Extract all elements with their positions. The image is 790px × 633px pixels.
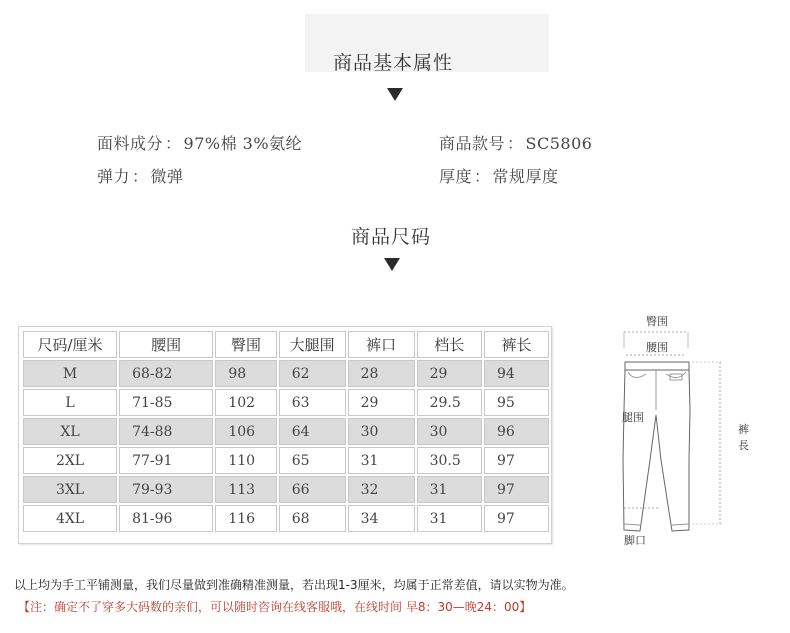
hip-label: 臀围 — [646, 315, 668, 328]
attribute-value: SC5806 — [525, 134, 593, 153]
header-size: 尺码/厘米 — [23, 331, 117, 358]
colon: ： — [165, 134, 182, 153]
table-cell: 81-96 — [119, 505, 213, 532]
pants-measurement-diagram — [610, 310, 770, 555]
header-length: 裤长 — [484, 331, 549, 358]
table-cell: 116 — [215, 505, 276, 532]
attribute-label: 面料成分 — [97, 134, 164, 153]
header-hem: 裤口 — [348, 331, 415, 358]
attribute-label: 厚度 — [439, 167, 473, 186]
table-cell: 32 — [348, 476, 415, 503]
table-row — [23, 505, 549, 532]
attribute-value: 微弹 — [150, 167, 184, 186]
table-cell: 31 — [348, 447, 415, 474]
basic-attributes-title: 商品基本属性 — [333, 52, 454, 74]
table-cell: 97 — [484, 476, 549, 503]
size-table — [18, 326, 552, 544]
colon: ： — [132, 167, 149, 186]
table-cell: 79-93 — [119, 476, 213, 503]
length-label-2: 長 — [738, 439, 749, 452]
measurement-note: 以上均为手工平铺测量，我们尽量做到准确精准测量，若出现1-3厘米，均属于正常差值，请以实物为准。 — [14, 578, 574, 592]
header-rise: 档长 — [417, 331, 482, 358]
table-cell: 29.5 — [417, 389, 482, 416]
attribute-thickness — [439, 164, 559, 187]
table-cell: 71-85 — [119, 389, 213, 416]
size-cell: M — [23, 360, 117, 387]
size-cell: XL — [23, 418, 117, 445]
attribute-elasticity — [97, 164, 184, 187]
table-cell: 68 — [279, 505, 346, 532]
table-cell: 74-88 — [119, 418, 213, 445]
down-arrow-icon — [384, 258, 400, 271]
table-cell: 30.5 — [417, 447, 482, 474]
table-cell: 65 — [279, 447, 346, 474]
table-cell: 63 — [279, 389, 346, 416]
table-row — [23, 447, 549, 474]
size-cell: 2XL — [23, 447, 117, 474]
size-cell: 3XL — [23, 476, 117, 503]
size-section-title: 商品尺码 — [351, 226, 432, 248]
size-cell: L — [23, 389, 117, 416]
table-cell: 34 — [348, 505, 415, 532]
hem-label: 脚口 — [624, 534, 646, 547]
thigh-label: 腿围 — [622, 411, 644, 424]
table-row — [23, 360, 549, 387]
table-cell: 97 — [484, 505, 549, 532]
attribute-value: 常规厚度 — [492, 167, 559, 186]
colon: ： — [507, 134, 524, 153]
down-arrow-icon — [387, 88, 403, 101]
service-note: 【注：确定不了穿多大码数的亲们，可以随时咨询在线客服哦，在线时间 早8：30—晚24：00】 — [18, 600, 532, 614]
attribute-style-no — [439, 131, 592, 154]
table-cell: 31 — [417, 476, 482, 503]
table-cell: 96 — [484, 418, 549, 445]
table-header-row — [23, 331, 549, 358]
table-cell: 64 — [279, 418, 346, 445]
table-cell: 113 — [215, 476, 276, 503]
header-waist: 腰围 — [119, 331, 213, 358]
table-cell: 30 — [417, 418, 482, 445]
table-row — [23, 418, 549, 445]
attribute-fabric — [97, 131, 302, 154]
table-cell: 29 — [348, 389, 415, 416]
size-grid — [21, 329, 551, 534]
header-hip: 臀围 — [215, 331, 276, 358]
table-row — [23, 389, 549, 416]
table-cell: 97 — [484, 447, 549, 474]
colon: ： — [474, 167, 491, 186]
table-cell: 102 — [215, 389, 276, 416]
table-cell: 94 — [484, 360, 549, 387]
table-cell: 29 — [417, 360, 482, 387]
table-cell: 68-82 — [119, 360, 213, 387]
table-row — [23, 476, 549, 503]
header-thigh: 大腿围 — [279, 331, 346, 358]
length-label-1: 裤 — [738, 423, 749, 436]
attribute-label: 商品款号 — [439, 134, 506, 153]
waist-label: 腰围 — [646, 341, 668, 354]
table-cell: 98 — [215, 360, 276, 387]
attribute-label: 弹力 — [97, 167, 131, 186]
table-cell: 110 — [215, 447, 276, 474]
table-cell: 62 — [279, 360, 346, 387]
table-cell: 28 — [348, 360, 415, 387]
table-cell: 106 — [215, 418, 276, 445]
table-cell: 31 — [417, 505, 482, 532]
table-cell: 30 — [348, 418, 415, 445]
attribute-value: 97%棉 3%氨纶 — [183, 134, 303, 153]
table-cell: 66 — [279, 476, 346, 503]
table-cell: 95 — [484, 389, 549, 416]
size-cell: 4XL — [23, 505, 117, 532]
table-cell: 77-91 — [119, 447, 213, 474]
